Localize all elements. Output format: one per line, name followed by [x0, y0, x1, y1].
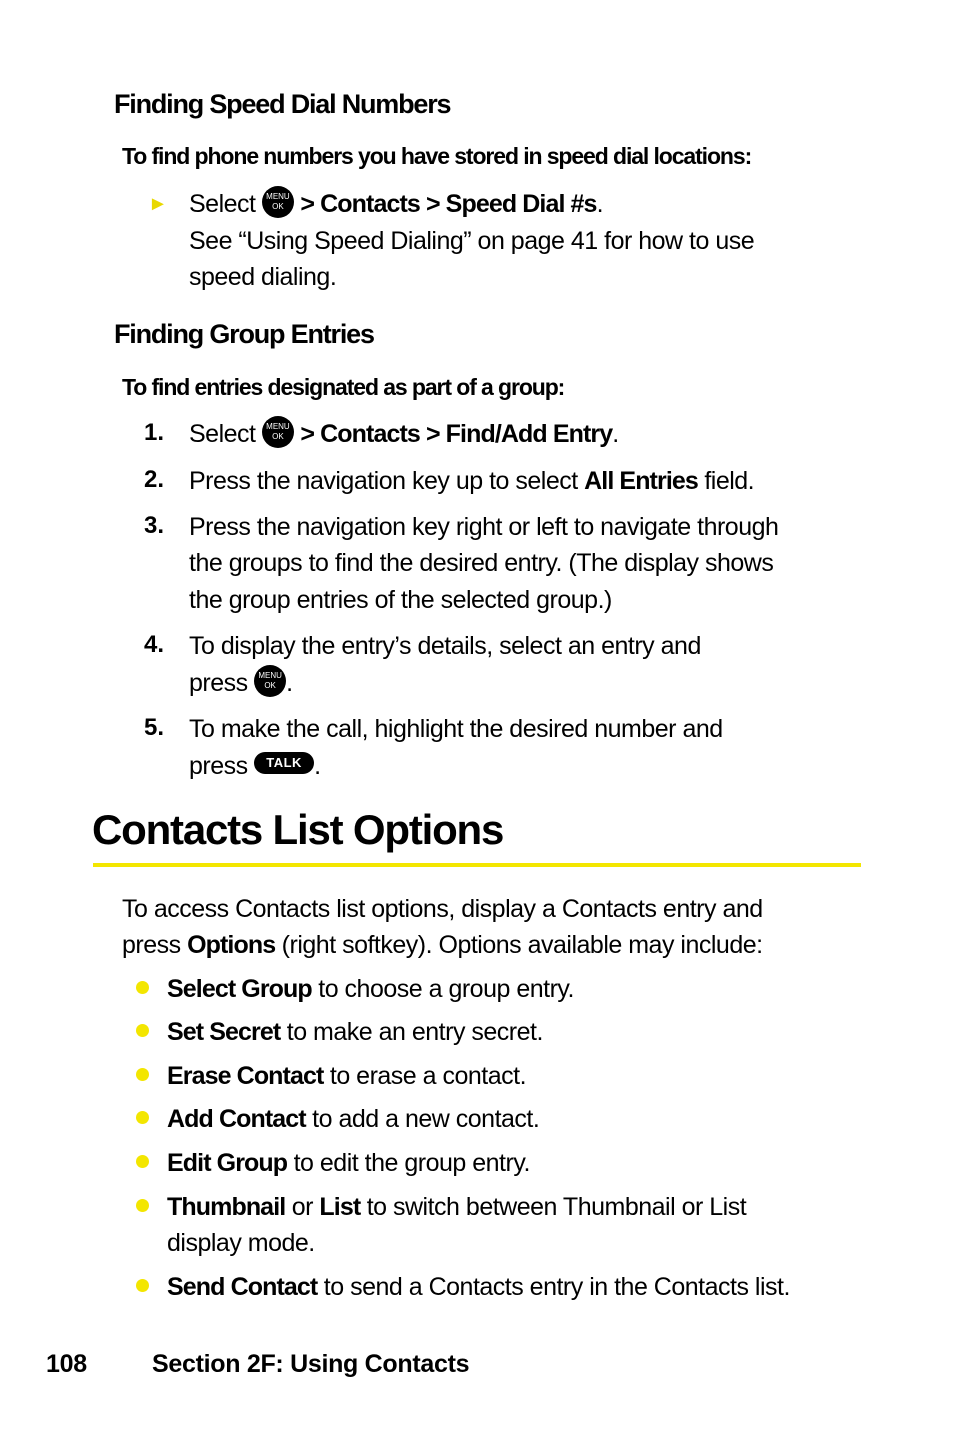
section-label: Section 2F: Using Contacts: [152, 1350, 470, 1378]
menu-ok-key-icon: MENU OK: [262, 416, 294, 448]
group-entries-heading: Finding Group Entries: [114, 319, 374, 349]
bullet-icon: [136, 1155, 149, 1168]
bullet-icon: [136, 981, 149, 994]
group-step-3-line1: Press the navigation key right or left to navigate through: [189, 513, 779, 541]
bullet-icon: [136, 1199, 149, 1212]
option-item-continuation: display mode.: [167, 1229, 315, 1257]
triangle-bullet-icon: ►: [148, 193, 168, 215]
options-intro-line2: press Options (right softkey). Options available may include:: [122, 931, 763, 959]
group-step-5-line2: press TALK .: [189, 752, 321, 780]
bullet-icon: [136, 1024, 149, 1037]
step-number: 3.: [143, 512, 164, 539]
group-step-2: Press the navigation key up to select All Entries field.: [189, 467, 755, 495]
bullet-icon: [136, 1111, 149, 1124]
select-word: Select: [189, 190, 256, 218]
menu-ok-key-icon: MENU OK: [262, 186, 294, 218]
group-step-1: Select MENU OK > Contacts > Find/Add Entry.: [189, 416, 619, 452]
talk-key-icon: TALK: [254, 752, 314, 774]
option-item: Select Group to choose a group entry.: [167, 975, 575, 1003]
step-number: 2.: [143, 466, 164, 493]
page-title: Contacts List Options: [92, 806, 504, 853]
bullet-icon: [136, 1068, 149, 1081]
option-item: Set Secret to make an entry secret.: [167, 1018, 543, 1046]
speed-dial-path: > Contacts > Speed Dial #s: [300, 190, 597, 218]
options-intro-line1: To access Contacts list options, display a Contacts entry and: [122, 895, 763, 923]
group-entries-intro: To find entries designated as part of a group:: [122, 374, 565, 400]
speed-dial-step: Select MENU OK > Contacts > Speed Dial #s.: [189, 186, 603, 222]
menu-ok-key-icon: MENU OK: [254, 665, 286, 697]
group-step-4-line1: To display the entry’s details, select an entry and: [189, 632, 701, 660]
option-item: Add Contact to add a new contact.: [167, 1105, 540, 1133]
step-number: 4.: [143, 631, 164, 658]
option-item: Send Contact to send a Contacts entry in the Contacts list.: [167, 1273, 790, 1301]
speed-dial-intro: To find phone numbers you have stored in speed dial locations:: [122, 143, 752, 169]
step-number: 1.: [143, 419, 164, 446]
group-step-3-line2: the groups to find the desired entry. (The display shows: [189, 549, 774, 577]
option-item: Erase Contact to erase a contact.: [167, 1062, 527, 1090]
option-item: Edit Group to edit the group entry.: [167, 1149, 530, 1177]
title-rule: [93, 863, 861, 867]
step-number: 5.: [143, 714, 164, 741]
group-step-5-line1: To make the call, highlight the desired number and: [189, 715, 723, 743]
bullet-icon: [136, 1279, 149, 1292]
page-number: 108: [46, 1350, 87, 1378]
speed-dial-note-line1: See “Using Speed Dialing” on page 41 for how to use: [189, 227, 755, 255]
group-step-4-line2: press MENU OK .: [189, 665, 293, 701]
speed-dial-heading: Finding Speed Dial Numbers: [114, 89, 451, 119]
option-item: Thumbnail or List to switch between Thumbnail or List: [167, 1193, 747, 1221]
speed-dial-note-line2: speed dialing.: [189, 263, 337, 291]
group-step-3-line3: the group entries of the selected group.): [189, 586, 612, 614]
